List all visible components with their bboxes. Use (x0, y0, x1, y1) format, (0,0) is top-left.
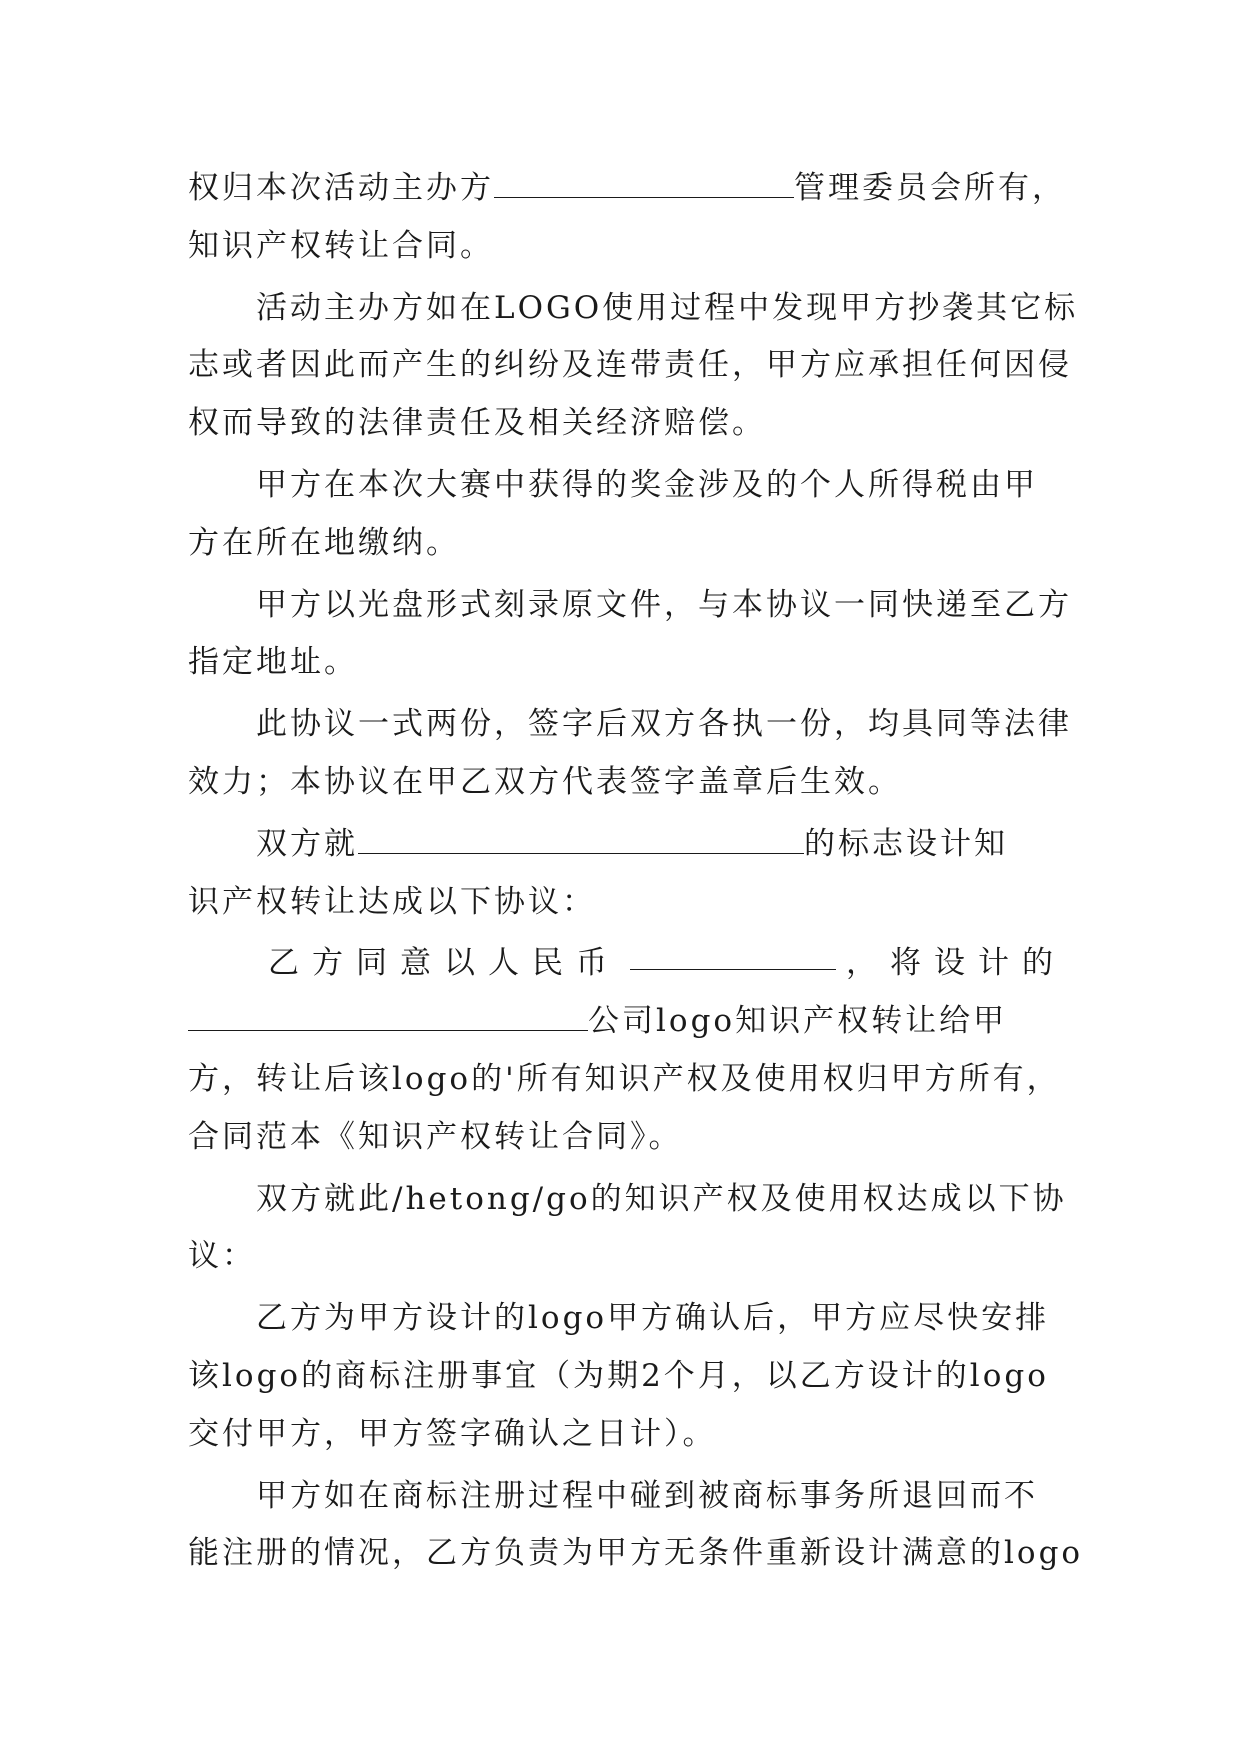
paragraph-line (188, 160, 1066, 218)
paragraph-agreement-intro (188, 816, 1066, 932)
paragraph-line: 识产权转让达成以下协议： (188, 883, 596, 920)
paragraph-transfer-price (188, 935, 1066, 1166)
blank-logo-subject (358, 819, 804, 854)
paragraph-line: 甲方以光盘形式刻录原文件，与本协议一同快递至乙方 (256, 586, 1072, 623)
paragraph-delivery (188, 577, 1072, 693)
paragraph-copies (188, 696, 1072, 812)
paragraph-text: 乙方同意以人民币 (268, 945, 620, 982)
blank-price-amount (630, 935, 836, 970)
paragraph-rights-agreement (188, 1171, 1066, 1287)
paragraph-text: 双方就 (256, 825, 358, 862)
paragraph-line: 甲方如在商标注册过程中碰到被商标事务所退回而不 (256, 1477, 1038, 1514)
paragraph-trademark-registration (188, 1290, 1066, 1463)
paragraph-text: 管理委员会所有， (794, 170, 1066, 206)
paragraph-line: 方在所在地缴纳。 (188, 524, 460, 561)
paragraph-line: 权而导致的法律责任及相关经济赔偿。 (188, 405, 766, 442)
paragraph-line: 议： (188, 1238, 256, 1275)
paragraph-line: 甲方在本次大赛中获得的奖金涉及的个人所得税由甲 (256, 466, 1038, 503)
paragraph-line: 志或者因此而产生的纠纷及连带责任，甲方应承担任何因侵 (188, 347, 1072, 384)
paragraph-line: 乙方为甲方设计的logo甲方确认后，甲方应尽快安排 (256, 1300, 1050, 1337)
paragraph-line: 效力；本协议在甲乙双方代表签字盖章后生效。 (188, 763, 902, 800)
paragraph-line: 知识产权转让合同。 (188, 227, 494, 264)
paragraph-line: 能注册的情况，乙方负责为甲方无条件重新设计满意的logo (188, 1535, 1084, 1572)
blank-organizer-name (494, 163, 794, 198)
blank-company-name (188, 996, 588, 1031)
paragraph-line (188, 935, 1066, 993)
paragraph-line: 合同范本《知识产权转让合同》。 (188, 1118, 683, 1155)
paragraph-line: 双方就此/hetong/go的知识产权及使用权达成以下协 (256, 1180, 1067, 1217)
paragraph-line (188, 993, 1066, 1051)
paragraph-line: 交付甲方，甲方签字确认之日计）。 (188, 1415, 717, 1452)
paragraph-ownership (188, 160, 1066, 276)
paragraph-line: 活动主办方如在LOGO使用过程中发现甲方抄袭其它标 (256, 289, 1079, 326)
paragraph-text: 权归本次活动主办方 (188, 170, 494, 206)
paragraph-line: 此协议一式两份，签字后双方各执一份，均具同等法律 (256, 706, 1072, 743)
paragraph-line: 该logo的商标注册事宜（为期2个月，以乙方设计的logo (188, 1357, 1049, 1394)
paragraph-plagiarism-liability (188, 280, 1079, 453)
paragraph-line: 指定地址。 (188, 644, 358, 681)
paragraph-text: 的标志设计知 (804, 825, 1008, 862)
document-body (188, 160, 1084, 1587)
paragraph-text: 公司logo知识产权转让给甲 (588, 1003, 1008, 1040)
paragraph-redesign (188, 1468, 1084, 1584)
paragraph-tax (188, 457, 1066, 573)
paragraph-line (188, 816, 1066, 874)
paragraph-line: 方，转让后该logo的'所有知识产权及使用权归甲方所有， (188, 1060, 1061, 1097)
paragraph-text: ，将设计的 (846, 945, 1066, 982)
